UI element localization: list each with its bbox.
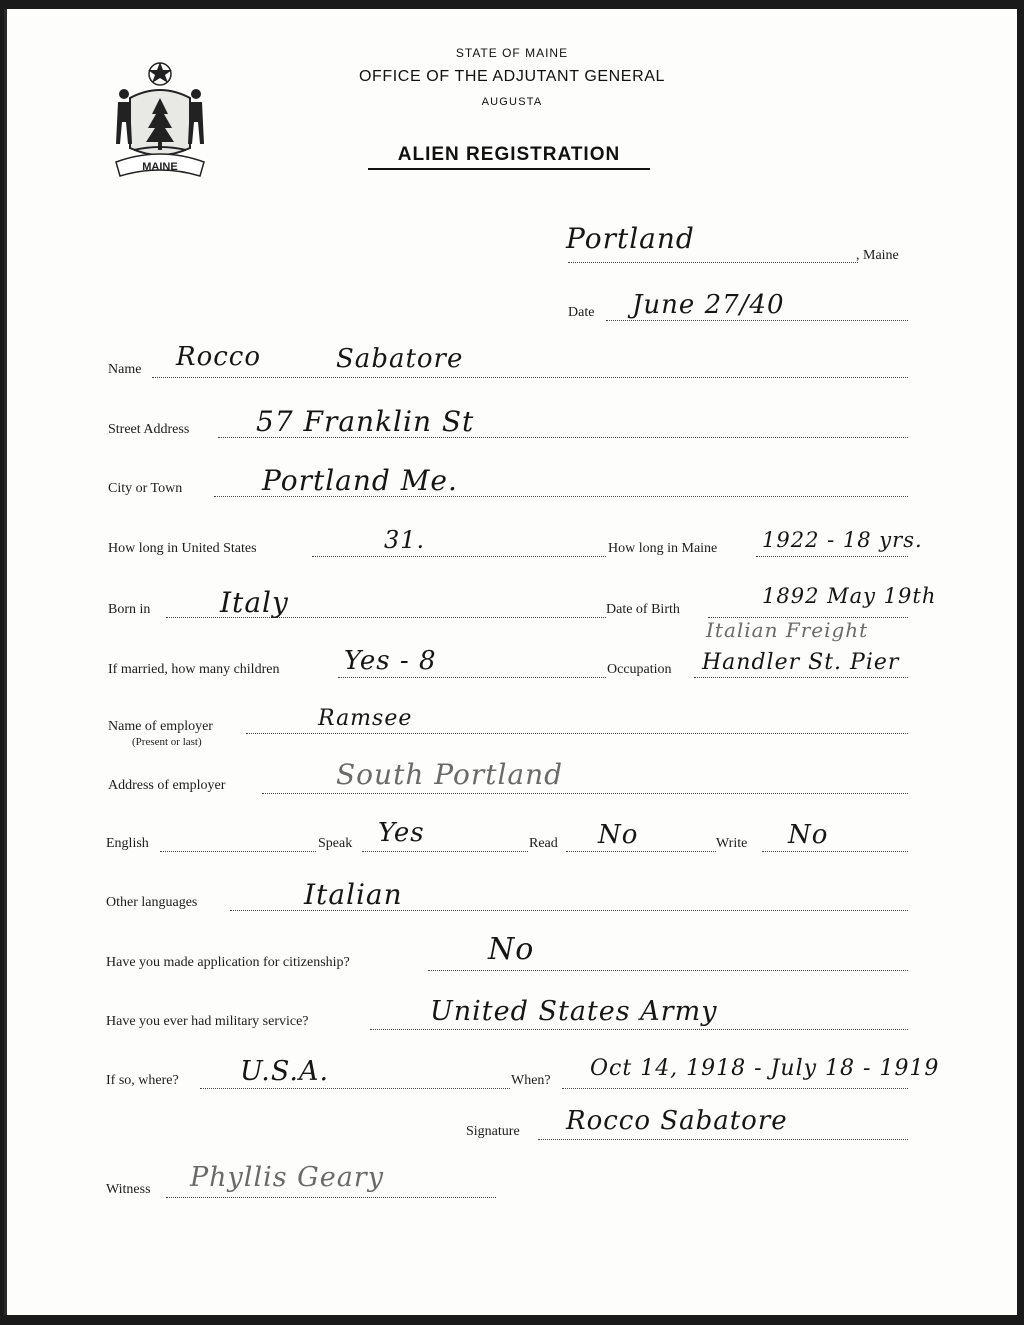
married-line: [338, 677, 606, 678]
how-long-maine-line: [756, 556, 908, 557]
date-entry: June 27/40: [632, 290, 785, 320]
date-line: [606, 320, 908, 321]
read-entry: No: [598, 820, 639, 850]
married-label: If married, how many children: [108, 662, 280, 677]
street-entry: 57 Franklin St: [256, 405, 475, 438]
how-long-maine-label: How long in Maine: [608, 541, 718, 556]
place-entry: Portland: [566, 222, 695, 255]
witness-line: [166, 1197, 496, 1198]
occupation-label: Occupation: [607, 662, 672, 677]
write-label: Write: [716, 836, 748, 851]
born-in-label: Born in: [108, 602, 151, 617]
occupation-line: [694, 677, 908, 678]
when-label: When?: [511, 1073, 551, 1088]
how-long-maine-entry: 1922 - 18 yrs.: [762, 528, 923, 552]
english-label: English: [106, 836, 149, 851]
last-name-entry: Sabatore: [336, 344, 464, 374]
speak-entry: Yes: [378, 818, 425, 848]
citizenship-entry: No: [488, 932, 535, 967]
employer-sub-label: (Present or last): [132, 736, 202, 748]
signature-label: Signature: [466, 1124, 520, 1139]
write-line: [762, 851, 908, 852]
header-office: OFFICE OF THE ADJUTANT GENERAL: [358, 68, 666, 85]
witness-label: Witness: [106, 1182, 151, 1197]
signature-line: [538, 1139, 908, 1140]
header-state: STATE OF MAINE: [455, 46, 569, 60]
citizenship-line: [428, 970, 908, 971]
how-long-us-line: [312, 556, 606, 557]
married-entry: Yes - 8: [344, 646, 437, 676]
military-line: [370, 1029, 908, 1030]
where-entry: U.S.A.: [240, 1056, 330, 1087]
english-line: [160, 851, 316, 852]
other-languages-label: Other languages: [106, 895, 198, 910]
employer-label: Name of employer: [108, 719, 213, 734]
read-label: Read: [529, 836, 558, 851]
military-label: Have you ever had military service?: [106, 1014, 309, 1029]
speak-line: [362, 851, 528, 852]
born-in-entry: Italy: [220, 586, 289, 619]
employer-entry: Ramsee: [318, 706, 413, 731]
street-label: Street Address: [108, 422, 190, 437]
when-entry: Oct 14, 1918 - July 18 - 1919: [590, 1056, 940, 1081]
write-entry: No: [788, 820, 829, 850]
dob-label: Date of Birth: [606, 602, 680, 617]
witness-entry: Phyllis Geary: [190, 1162, 384, 1193]
maine-label: , Maine: [856, 248, 899, 263]
how-long-us-entry: 31.: [384, 526, 426, 554]
city-entry: Portland Me.: [262, 464, 458, 497]
military-entry: United States Army: [430, 996, 718, 1027]
occupation-entry-line2: Handler St. Pier: [702, 650, 900, 675]
other-languages-entry: Italian: [304, 878, 403, 911]
employer-address-line: [262, 793, 908, 794]
employer-address-label: Address of employer: [108, 778, 226, 793]
employer-line: [246, 733, 908, 734]
name-line: [152, 377, 908, 378]
how-long-us-label: How long in United States: [108, 541, 257, 556]
seal-text: MAINE: [142, 161, 178, 173]
first-name-entry: Rocco: [176, 342, 262, 372]
where-label: If so, where?: [106, 1073, 179, 1088]
scan-edge: [4, 9, 7, 1315]
employer-address-entry: South Portland: [336, 758, 564, 791]
speak-label: Speak: [318, 836, 353, 851]
dob-entry: 1892 May 19th: [762, 584, 937, 608]
date-label: Date: [568, 305, 595, 320]
where-line: [200, 1088, 510, 1089]
when-line: [562, 1088, 908, 1089]
place-line: [568, 262, 858, 263]
signature-entry: Rocco Sabatore: [566, 1106, 788, 1136]
city-label: City or Town: [108, 481, 183, 496]
citizenship-label: Have you made application for citizenship?: [106, 955, 350, 970]
read-line: [566, 851, 716, 852]
name-label: Name: [108, 362, 142, 377]
occupation-entry-line1: Italian Freight: [706, 618, 869, 642]
form-title: ALIEN REGISTRATION: [368, 144, 650, 170]
header-city: AUGUSTA: [481, 96, 543, 108]
